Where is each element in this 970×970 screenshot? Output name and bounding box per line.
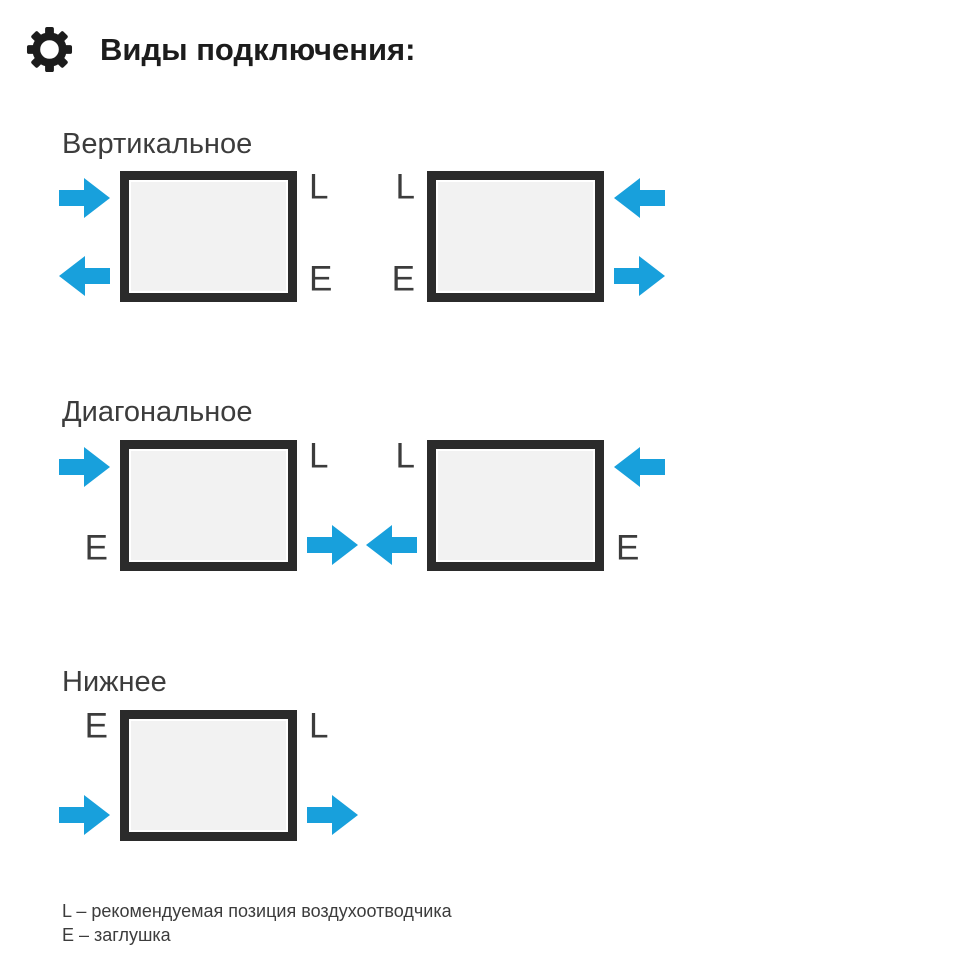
- radiator-box: [120, 710, 297, 841]
- radiator-box: [427, 171, 604, 302]
- legend: [62, 899, 452, 947]
- section-title-diagonal: Диагональное: [62, 396, 253, 428]
- radiator-box: [120, 171, 297, 302]
- outlet-arrow-icon: [366, 522, 417, 568]
- inlet-arrow-icon: [614, 175, 665, 221]
- plug-label: E: [84, 706, 108, 746]
- page-title: Виды подключения:: [100, 32, 416, 67]
- air-vent-label: L: [309, 167, 329, 207]
- section-title-bottom: Нижнее: [62, 666, 167, 698]
- diagram-vertical-right: [391, 167, 604, 302]
- radiator-box: [427, 440, 604, 571]
- inlet-arrow-icon: [59, 792, 110, 838]
- section-title-vertical: Вертикальное: [62, 128, 253, 160]
- diagram-diagonal-left: [84, 436, 329, 571]
- inlet-arrow-icon: [614, 444, 665, 490]
- plug-label: E: [391, 259, 415, 299]
- diagram-bottom: [84, 706, 329, 841]
- air-vent-label: L: [309, 706, 329, 746]
- outlet-arrow-icon: [307, 522, 358, 568]
- air-vent-label: L: [395, 167, 415, 207]
- radiator-box: [120, 440, 297, 571]
- air-vent-label: L: [395, 436, 415, 476]
- header: [26, 26, 415, 73]
- outlet-arrow-icon: [614, 253, 665, 299]
- plug-label: E: [309, 259, 333, 299]
- outlet-arrow-icon: [307, 792, 358, 838]
- gear-icon: [26, 26, 73, 73]
- diagram-diagonal-right: [395, 436, 640, 571]
- outlet-arrow-icon: [59, 253, 110, 299]
- legend-line-air-vent: L – рекомендуемая позиция воздухоотводчика: [62, 901, 452, 921]
- plug-label: E: [616, 528, 640, 568]
- diagram-vertical-left: [120, 167, 333, 302]
- inlet-arrow-icon: [59, 175, 110, 221]
- air-vent-label: L: [309, 436, 329, 476]
- legend-line-plug: E – заглушка: [62, 925, 171, 945]
- plug-label: E: [84, 528, 108, 568]
- inlet-arrow-icon: [59, 444, 110, 490]
